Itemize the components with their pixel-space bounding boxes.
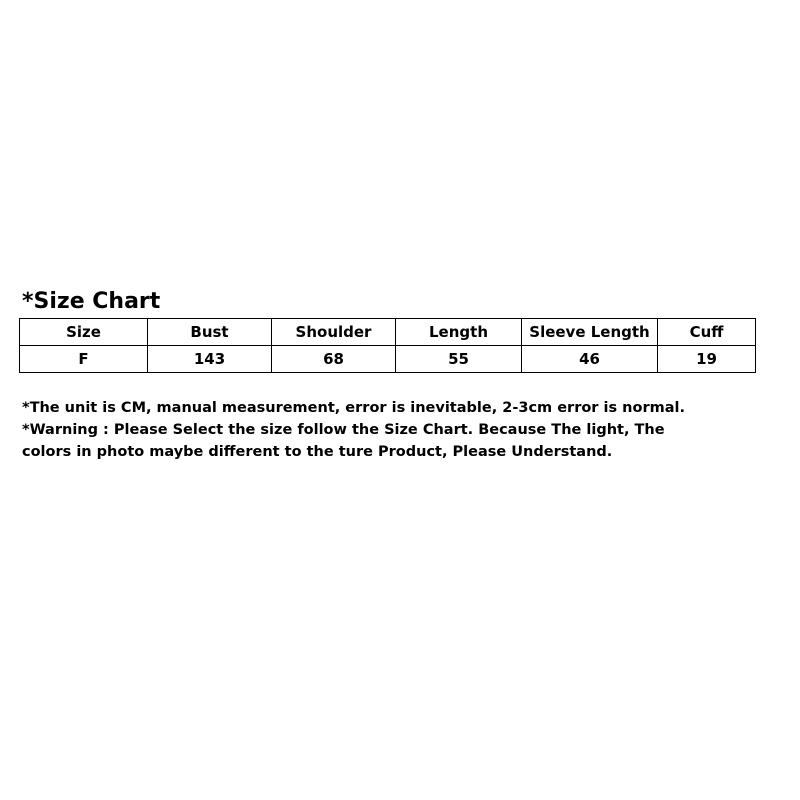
cell-length-value: 55 — [396, 346, 522, 373]
table-header-row — [20, 319, 756, 346]
unit-note: *The unit is CM, manual measurement, error is inevitable, 2-3cm error is normal. — [22, 400, 685, 416]
header-cell-bust: Bust — [148, 319, 272, 346]
header-cell-size: Size — [20, 319, 148, 346]
size-chart-table — [19, 318, 756, 373]
notes-block — [22, 397, 742, 463]
header-cell-cuff: Cuff — [658, 319, 756, 346]
cell-size-value: F — [20, 346, 148, 373]
table-row — [20, 346, 756, 373]
warning-note-line-2: colors in photo maybe different to the ture Product, Please Understand. — [22, 444, 613, 460]
header-cell-sleeve-length: Sleeve Length — [522, 319, 658, 346]
header-cell-length: Length — [396, 319, 522, 346]
cell-sleeve-length-value: 46 — [522, 346, 658, 373]
cell-shoulder-value: 68 — [272, 346, 396, 373]
cell-bust-value: 143 — [148, 346, 272, 373]
header-cell-shoulder: Shoulder — [272, 319, 396, 346]
cell-cuff-value: 19 — [658, 346, 756, 373]
warning-note-line-1: *Warning : Please Select the size follow the Size Chart. Because The light, The — [22, 422, 665, 438]
size-chart-title: *Size Chart — [22, 289, 161, 314]
